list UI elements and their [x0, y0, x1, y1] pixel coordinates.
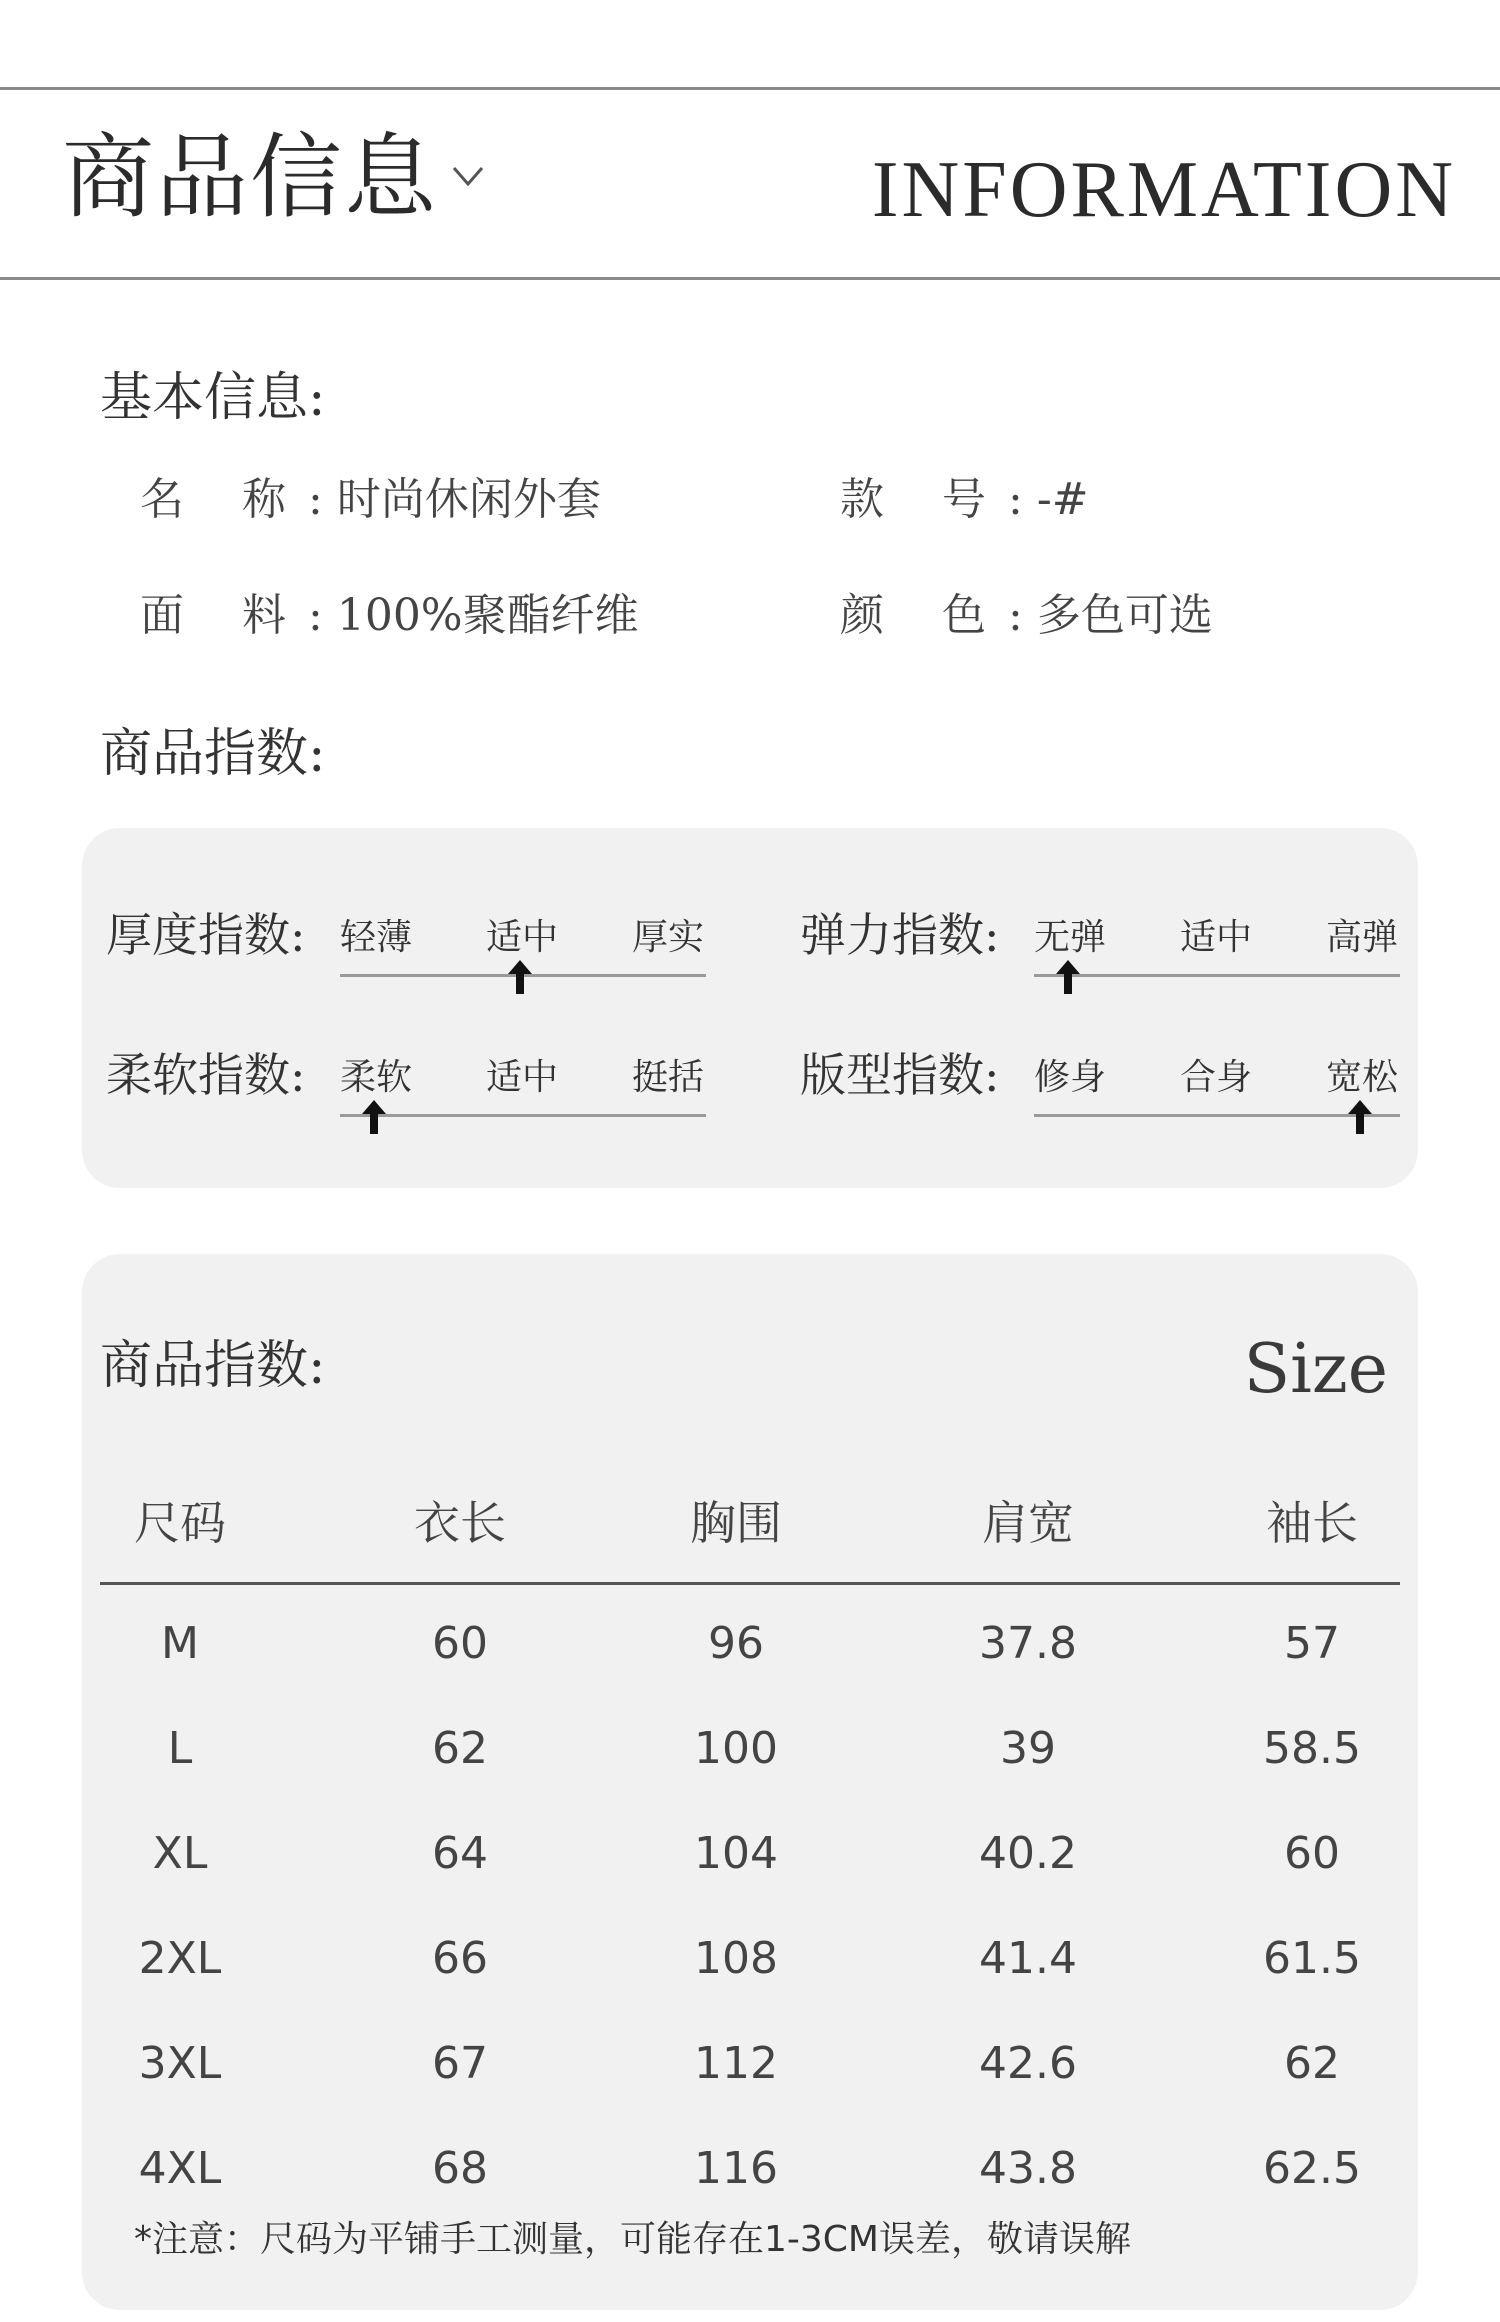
field-style-no: 款 号: -# — [840, 474, 1089, 525]
column-header: 胸围 — [690, 1496, 782, 1550]
elasticity-scale — [1034, 917, 1400, 1000]
table-cell: 104 — [694, 1828, 778, 1879]
table-cell: 37.8 — [979, 1618, 1077, 1669]
measurement-note: *注意：尺码为平铺手工测量，可能存在1-3CM误差，敬请误解 — [134, 2219, 1131, 2260]
size-title: 商品指数: — [100, 1336, 326, 1396]
table-cell: M — [161, 1618, 199, 1669]
index-title: 商品指数: — [100, 724, 326, 784]
table-cell: 3XL — [138, 2038, 222, 2089]
arrow-up-icon — [508, 960, 532, 994]
table-cell: 58.5 — [1263, 1723, 1361, 1774]
field-label: 颜 色 — [840, 590, 1008, 641]
header-bottom-rule — [0, 277, 1500, 280]
table-cell: 116 — [694, 2143, 778, 2194]
table-cell: 60 — [1284, 1828, 1340, 1879]
table-cell: 68 — [432, 2143, 488, 2194]
field-label: 款 号 — [840, 474, 1008, 525]
table-cell: 62 — [432, 1723, 488, 1774]
fit-scale — [1034, 1057, 1400, 1140]
elasticity-label: 弹力指数: — [800, 908, 1000, 962]
page-title-en: INFORMATION — [871, 146, 1456, 234]
arrow-up-icon — [1056, 960, 1080, 994]
table-header-rule — [100, 1582, 1400, 1585]
scale-option: 适中 — [1180, 917, 1253, 958]
softness-scale — [340, 1057, 706, 1140]
softness-label: 柔软指数: — [106, 1048, 306, 1102]
scale-option: 修身 — [1034, 1057, 1107, 1098]
table-cell: 96 — [708, 1618, 764, 1669]
table-cell: 60 — [432, 1618, 488, 1669]
table-cell: 41.4 — [979, 1933, 1077, 1984]
field-value: 多色可选 — [1036, 590, 1213, 641]
field-label: 名 称 — [140, 474, 308, 525]
scale-line — [1034, 974, 1400, 977]
table-cell: 108 — [694, 1933, 778, 1984]
table-cell: 39 — [1000, 1723, 1056, 1774]
column-header: 尺码 — [134, 1496, 226, 1550]
table-cell: 100 — [694, 1723, 778, 1774]
scale-option: 挺括 — [632, 1057, 705, 1098]
table-cell: 42.6 — [979, 2038, 1077, 2089]
column-header: 肩宽 — [982, 1496, 1074, 1550]
basic-info-title: 基本信息: — [100, 368, 326, 428]
scale-option: 宽松 — [1326, 1057, 1399, 1098]
scale-option: 合身 — [1180, 1057, 1253, 1098]
scale-line — [340, 1114, 706, 1117]
table-cell: XL — [152, 1828, 208, 1879]
table-cell: 43.8 — [979, 2143, 1077, 2194]
thickness-scale — [340, 917, 706, 1000]
scale-option: 轻薄 — [340, 917, 413, 958]
field-label: 面 料 — [140, 590, 308, 641]
field-value: 时尚休闲外套 — [336, 474, 601, 525]
chevron-down-icon[interactable] — [448, 156, 488, 196]
page-title: 商品信息 — [62, 124, 439, 231]
column-header: 衣长 — [414, 1496, 506, 1550]
scale-option: 适中 — [486, 1057, 559, 1098]
table-cell: L — [167, 1723, 193, 1774]
field-fabric: 面 料: 100%聚酯纤维 — [140, 590, 639, 641]
scale-option: 适中 — [486, 917, 559, 958]
field-name: 名 称: 时尚休闲外套 — [140, 474, 601, 525]
header-top-rule — [0, 87, 1500, 90]
scale-option: 高弹 — [1326, 917, 1399, 958]
arrow-up-icon — [362, 1100, 386, 1134]
fit-label: 版型指数: — [800, 1048, 1000, 1102]
table-cell: 62 — [1284, 2038, 1340, 2089]
table-cell: 40.2 — [979, 1828, 1077, 1879]
scale-option: 无弹 — [1034, 917, 1107, 958]
scale-line — [1034, 1114, 1400, 1117]
scale-option: 厚实 — [632, 917, 705, 958]
table-cell: 64 — [432, 1828, 488, 1879]
field-color: 颜 色: 多色可选 — [840, 590, 1213, 641]
table-cell: 57 — [1284, 1618, 1340, 1669]
table-cell: 112 — [694, 2038, 778, 2089]
arrow-up-icon — [1348, 1100, 1372, 1134]
table-cell: 66 — [432, 1933, 488, 1984]
scale-option: 柔软 — [340, 1057, 413, 1098]
table-cell: 62.5 — [1263, 2143, 1361, 2194]
column-header: 袖长 — [1266, 1496, 1358, 1550]
size-title-en: Size — [1243, 1330, 1388, 1409]
field-value: -# — [1036, 474, 1089, 525]
table-cell: 67 — [432, 2038, 488, 2089]
table-cell: 61.5 — [1263, 1933, 1361, 1984]
thickness-label: 厚度指数: — [106, 908, 306, 962]
field-value: 100%聚酯纤维 — [336, 590, 639, 641]
table-cell: 4XL — [138, 2143, 222, 2194]
table-cell: 2XL — [138, 1933, 222, 1984]
